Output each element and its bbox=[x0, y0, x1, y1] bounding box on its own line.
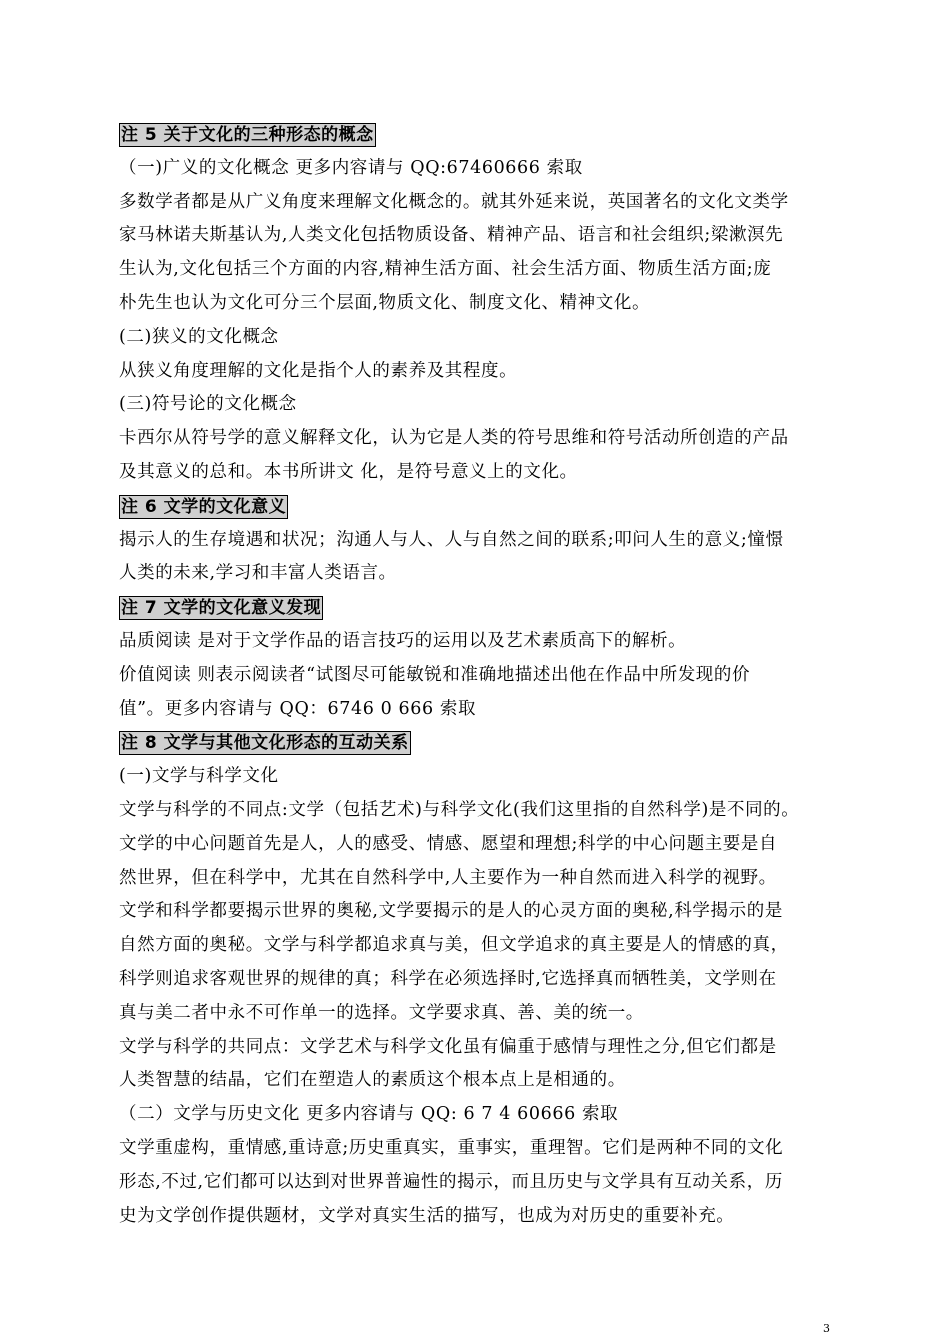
paragraph-line: 多数学者都是从广义角度来理解文化概念的。就其外延来说，英国著名的文化文类学 bbox=[119, 191, 789, 212]
paragraph-line: 价值阅读 则表示阅读者“试图尽可能敏锐和准确地描述出他在作品中所发现的价 bbox=[119, 664, 751, 685]
document-body bbox=[119, 118, 859, 1233]
subheading-symbolic-culture: (三)符号论的文化概念 bbox=[119, 394, 297, 415]
paragraph-line: 自然方面的奥秘。文学与科学都追求真与美，但文学追求的真主要是人的情感的真， bbox=[119, 935, 789, 956]
subheading-science-culture: (一)文学与科学文化 bbox=[119, 766, 279, 787]
paragraph-line: 从狭义角度理解的文化是指个人的素养及其程度。 bbox=[119, 360, 518, 381]
paragraph-line: 人类智慧的结晶，它们在塑造人的素质这个根本点上是相通的。 bbox=[119, 1070, 626, 1091]
paragraph-line: 形态,不过,它们都可以达到对世界普遍性的揭示，而且历史与文学具有互动关系，历 bbox=[119, 1171, 783, 1192]
paragraph-line: 朴先生也认为文化可分三个层面,物质文化、制度文化、精神文化。 bbox=[119, 292, 651, 313]
paragraph-line: 值”。更多内容请与 QQ：6746 0 666 索取 bbox=[119, 698, 477, 719]
paragraph-line: 文学与科学的共同点：文学艺术与科学文化虽有偏重于感情与理性之分,但它们都是 bbox=[119, 1036, 777, 1057]
paragraph-line: 文学和科学都要揭示世界的奥秘,文学要揭示的是人的心灵方面的奥秘,科学揭示的是 bbox=[119, 901, 783, 922]
heading-note-8: 注 8 文学与其他文化形态的互动关系 bbox=[121, 733, 409, 754]
paragraph-line: 卡西尔从符号学的意义解释文化，认为它是人类的符号思维和符号活动所创造的产品 bbox=[119, 428, 789, 449]
heading-note-7: 注 7 文学的文化意义发现 bbox=[121, 598, 322, 619]
subheading-history-culture: （二）文学与历史文化 更多内容请与 QQ: 6 7 4 60666 索取 bbox=[119, 1104, 619, 1125]
paragraph-line: 家马林诺夫斯基认为,人类文化包括物质设备、精神产品、语言和社会组织;梁漱溟先 bbox=[119, 225, 784, 246]
paragraph-line: 真与美二者中永不可作单一的选择。文学要求真、善、美的统一。 bbox=[119, 1002, 644, 1023]
paragraph-line: 文学的中心问题首先是人，人的感受、情感、愿望和理想;科学的中心问题主要是自 bbox=[119, 833, 778, 854]
paragraph-line: 品质阅读 是对于文学作品的语言技巧的运用以及艺术素质高下的解析。 bbox=[119, 630, 687, 651]
paragraph-line: 文学重虚构，重情感,重诗意;历史重真实，重事实，重理智。它们是两种不同的文化 bbox=[119, 1137, 784, 1158]
paragraph-line: 揭示人的生存境遇和状况；沟通人与人、人与自然之间的联系;叩问人生的意义;憧憬 bbox=[119, 529, 784, 550]
paragraph-line: 生认为,文化包括三个方面的内容,精神生活方面、社会生活方面、物质生活方面;庞 bbox=[119, 259, 772, 280]
subheading-narrow-culture: (二)狭义的文化概念 bbox=[119, 326, 279, 347]
paragraph-line: 及其意义的总和。本书所讲文 化，是符号意义上的文化。 bbox=[119, 461, 578, 482]
paragraph-line: 人类的未来,学习和丰富人类语言。 bbox=[119, 563, 397, 584]
page-number: 3 bbox=[823, 1322, 830, 1335]
paragraph-line: 科学则追求客观世界的规律的真；科学在必须选择时,它选择真而牺牲美，文学则在 bbox=[119, 968, 777, 989]
paragraph-line: 史为文学创作提供题材，文学对真实生活的描写，也成为对历史的重要补充。 bbox=[119, 1205, 735, 1226]
subheading-broad-culture: （一)广义的文化概念 更多内容请与 QQ:67460666 索取 bbox=[119, 157, 583, 178]
heading-note-6: 注 6 文学的文化意义 bbox=[121, 496, 287, 517]
heading-note-5: 注 5 关于文化的三种形态的概念 bbox=[121, 125, 374, 145]
paragraph-line: 然世界，但在科学中，尤其在自然科学中,人主要作为一种自然而进入科学的视野。 bbox=[119, 867, 777, 888]
paragraph-line: 文学与科学的不同点:文学（包括艺术)与科学文化(我们这里指的自然科学)是不同的。 bbox=[119, 799, 800, 820]
